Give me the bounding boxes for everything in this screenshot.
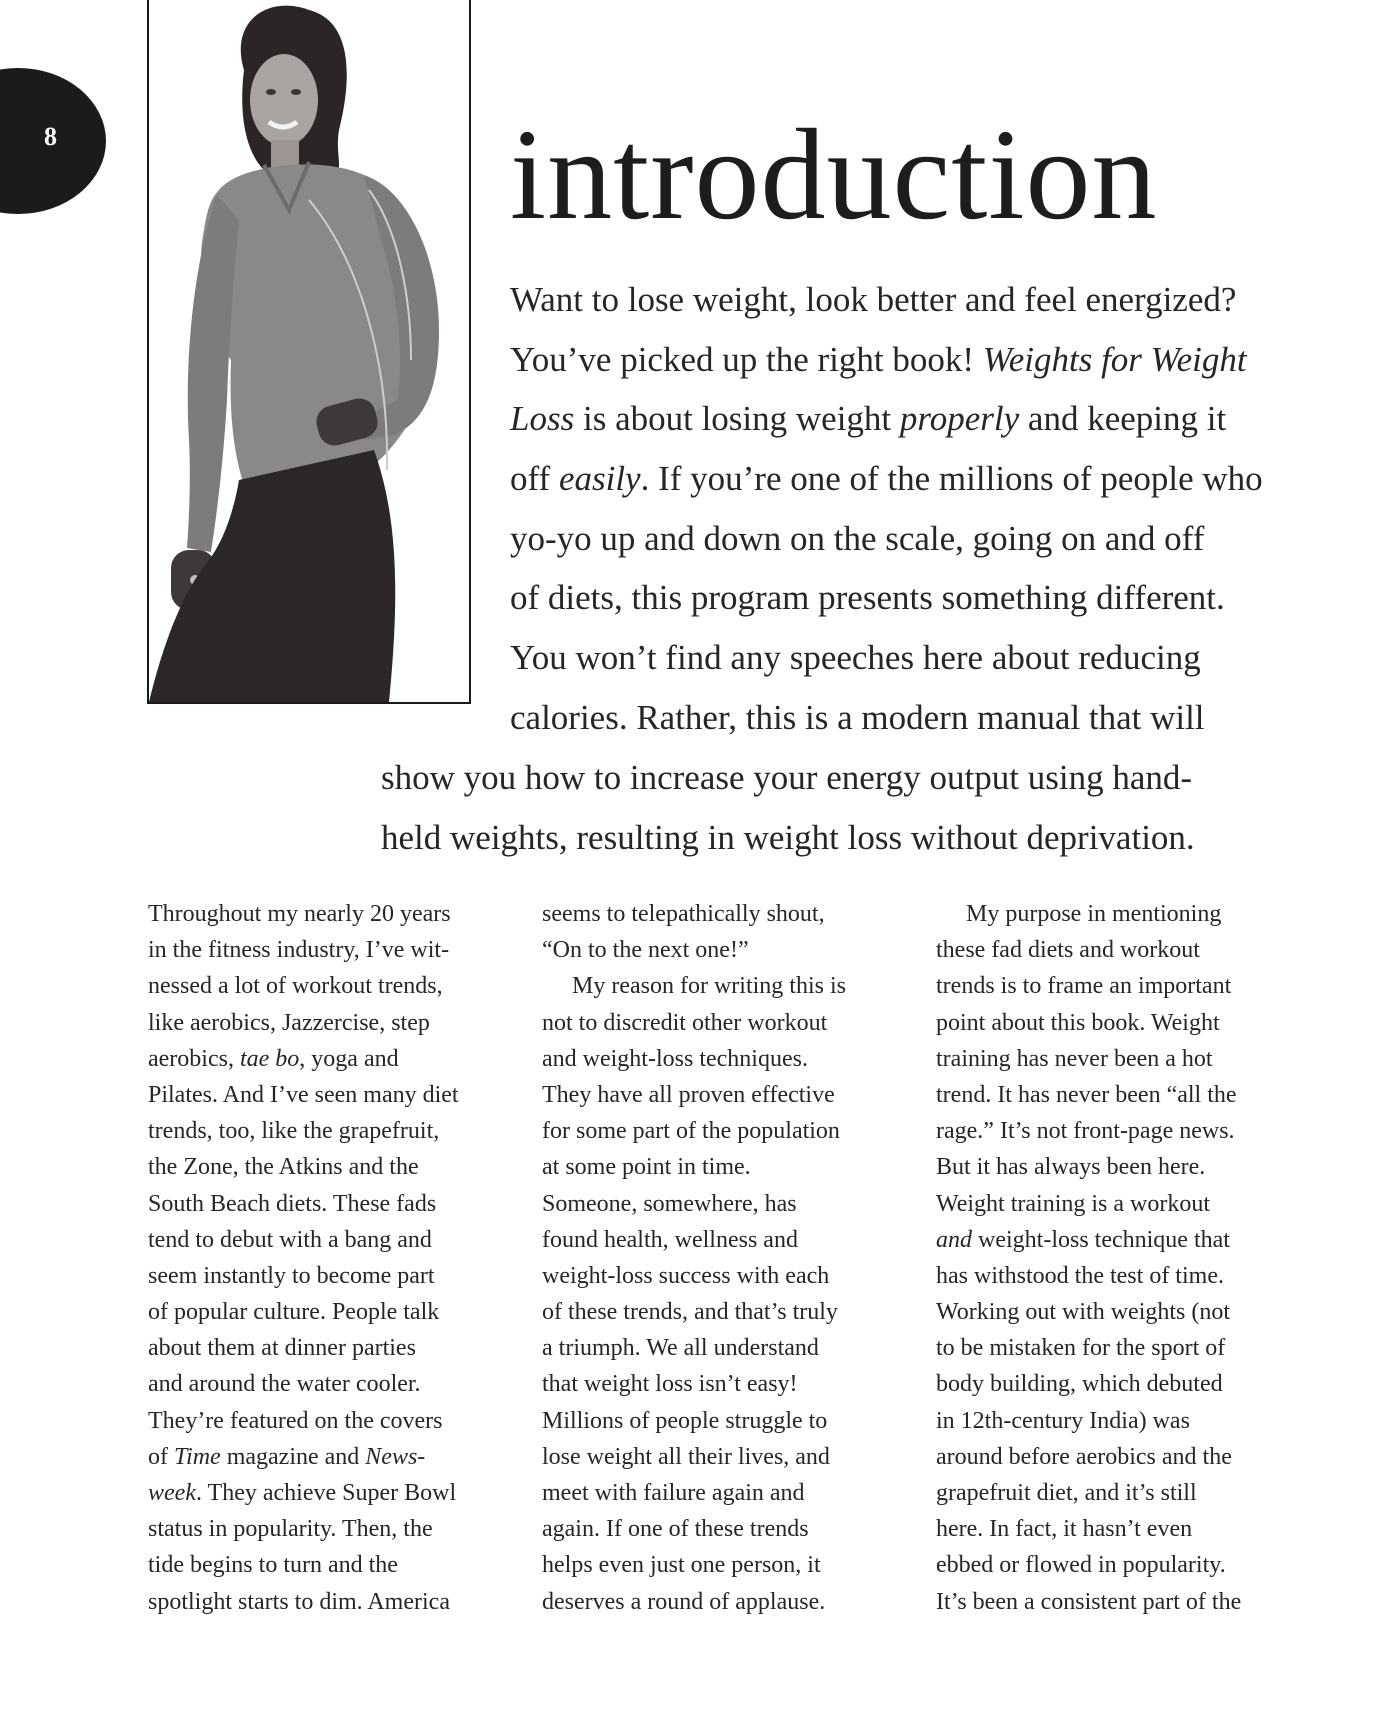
text-run: of diets, this program presents something different. — [510, 578, 1225, 618]
body-text-line — [936, 1439, 1296, 1475]
intro-line — [510, 449, 1263, 509]
text-run: body building, which debuted — [936, 1371, 1223, 1398]
text-run: trend. It has never been “all the — [936, 1081, 1237, 1108]
body-text-line — [542, 1294, 902, 1330]
body-text-line — [148, 1077, 508, 1113]
body-column-3 — [936, 896, 1296, 1620]
body-text-line — [542, 1186, 902, 1222]
body-text-line — [936, 1186, 1296, 1222]
text-run: off — [510, 459, 559, 499]
body-text-line — [936, 896, 1296, 932]
text-run: You’ve picked up the right book! — [510, 339, 983, 379]
text-run: weight-loss success with each — [542, 1262, 830, 1289]
body-text-line — [936, 1403, 1296, 1439]
text-run: You won’t find any speeches here about reducing — [510, 638, 1201, 678]
text-run: to be mistaken for the sport of — [936, 1335, 1226, 1362]
text-run: these fad diets and workout — [936, 937, 1200, 964]
text-run: here. In fact, it hasn’t even — [936, 1516, 1193, 1543]
intro-line — [510, 330, 1263, 390]
text-run: status in popularity. Then, the — [148, 1516, 433, 1543]
body-text-line — [936, 1294, 1296, 1330]
text-run: and keeping it — [1019, 399, 1227, 439]
text-run: ebbed or flowed in popularity. — [936, 1552, 1226, 1579]
text-run: at some point in time. — [542, 1154, 751, 1181]
text-run: Want to lose weight, look better and feel energized? — [510, 280, 1237, 319]
italic-text: Weights for Weight — [982, 339, 1247, 379]
page-number: 8 — [44, 122, 57, 151]
intro-paragraph-top — [510, 270, 1263, 748]
text-run: Someone, somewhere, has — [542, 1190, 797, 1217]
intro-line — [510, 509, 1263, 569]
intro-line — [510, 389, 1263, 449]
italic-text: News- — [365, 1443, 426, 1470]
body-text-line — [148, 1439, 508, 1475]
text-run: , yoga and — [299, 1045, 399, 1072]
text-run: helps even just one person, it — [542, 1552, 821, 1579]
text-run: of — [148, 1443, 174, 1470]
text-run: found health, wellness and — [542, 1226, 798, 1253]
text-run: the Zone, the Atkins and the — [148, 1154, 419, 1181]
body-text-line — [148, 1330, 508, 1366]
body-text-line — [148, 1186, 508, 1222]
text-run: lose weight all their lives, and — [542, 1443, 830, 1470]
body-text-line — [148, 1258, 508, 1294]
body-text-line — [148, 932, 508, 968]
italic-text: easily — [558, 459, 641, 499]
text-run: But it has always been here. — [936, 1154, 1206, 1181]
body-text-line — [936, 1077, 1296, 1113]
body-text-line — [148, 1294, 508, 1330]
body-text-line — [148, 1366, 508, 1402]
body-text-line — [542, 1403, 902, 1439]
body-text-line — [148, 1005, 508, 1041]
body-text-line — [936, 1584, 1296, 1620]
text-run: nessed a lot of workout trends, — [148, 973, 443, 1000]
body-text-line — [148, 1475, 508, 1511]
body-text-line — [542, 932, 902, 968]
text-run: of popular culture. People talk — [148, 1299, 440, 1326]
text-run: Pilates. And I’ve seen many diet — [148, 1081, 459, 1108]
page-title: introduction — [510, 103, 1158, 247]
text-run: They’re featured on the covers — [148, 1407, 443, 1434]
text-run: not to discredit other workout — [542, 1009, 828, 1036]
intro-line — [510, 568, 1263, 628]
intro-line — [381, 808, 1195, 868]
body-text-line — [936, 1366, 1296, 1402]
body-text-line — [936, 968, 1296, 1004]
text-run: spotlight starts to dim. America — [148, 1588, 450, 1615]
text-run: again. If one of these trends — [542, 1516, 809, 1543]
text-run: has withstood the test of time. — [936, 1262, 1224, 1289]
body-text-line — [936, 1330, 1296, 1366]
text-run: grapefruit diet, and it’s still — [936, 1480, 1197, 1506]
intro-paragraph-bottom — [381, 748, 1195, 867]
text-run: seem instantly to become part — [148, 1262, 435, 1289]
text-run: and weight-loss techniques. — [542, 1045, 808, 1072]
body-text-line — [542, 1077, 902, 1113]
text-run: They have all proven effective — [542, 1081, 835, 1108]
text-run: held weights, resulting in weight loss without deprivation. — [381, 817, 1195, 857]
text-run: Millions of people struggle to — [542, 1407, 828, 1434]
body-text-line — [148, 1222, 508, 1258]
body-column-1 — [148, 896, 508, 1620]
text-run: seems to telepathically shout, — [542, 901, 825, 927]
body-text-line — [148, 968, 508, 1004]
text-run: South Beach diets. These fads — [148, 1190, 437, 1217]
text-run: calories. Rather, this is a modern manual that will — [510, 697, 1205, 737]
body-text-line — [936, 1041, 1296, 1077]
text-run: of these trends, and that’s truly — [542, 1299, 838, 1326]
body-text-line — [148, 1041, 508, 1077]
body-text-line — [148, 1511, 508, 1547]
body-text-line — [542, 1258, 902, 1294]
italic-text: and — [936, 1226, 972, 1253]
text-run: rage.” It’s not front-page news. — [936, 1118, 1235, 1145]
body-text-line — [542, 1475, 902, 1511]
text-run: training has never been a hot — [936, 1045, 1213, 1072]
body-text-line — [542, 1149, 902, 1185]
text-run: My reason for writing this is — [572, 973, 846, 1000]
body-text-line — [148, 1403, 508, 1439]
body-text-line — [936, 1149, 1296, 1185]
text-run: a triumph. We all understand — [542, 1335, 819, 1362]
text-run: tend to debut with a bang and — [148, 1226, 432, 1253]
text-run: meet with failure again and — [542, 1480, 805, 1506]
italic-text: week — [148, 1480, 196, 1506]
body-text-line — [542, 1330, 902, 1366]
body-text-line — [542, 968, 902, 1004]
text-run: like aerobics, Jazzercise, step — [148, 1009, 430, 1036]
text-run: that weight loss isn’t easy! — [542, 1371, 798, 1398]
body-text-line — [936, 1005, 1296, 1041]
text-run: My purpose in mentioning — [966, 901, 1222, 927]
body-text-line — [542, 1222, 902, 1258]
text-run: tide begins to turn and the — [148, 1552, 398, 1579]
body-text-line — [542, 896, 902, 932]
intro-line — [381, 748, 1195, 808]
text-run: It’s been a consistent part of the — [936, 1588, 1242, 1615]
woman-with-dumbbells-photo — [147, 0, 471, 704]
body-text-line — [148, 896, 508, 932]
text-run: trends is to frame an important — [936, 973, 1232, 1000]
body-text-line — [936, 1475, 1296, 1511]
body-text-line — [936, 1113, 1296, 1149]
intro-line — [510, 270, 1263, 330]
body-text-line — [542, 1547, 902, 1583]
body-text-line — [148, 1547, 508, 1583]
body-text-line — [542, 1584, 902, 1620]
text-run: Throughout my nearly 20 years — [148, 901, 451, 927]
text-run: is about losing weight — [574, 399, 900, 439]
text-run: and around the water cooler. — [148, 1371, 421, 1398]
italic-text: Loss — [510, 399, 575, 439]
intro-line — [510, 628, 1263, 688]
intro-line — [510, 688, 1263, 748]
italic-text: properly — [899, 399, 1020, 439]
text-run: Working out with weights (not — [936, 1299, 1231, 1326]
body-column-2 — [542, 896, 902, 1620]
text-run: around before aerobics and the — [936, 1443, 1232, 1470]
text-run: Weight training is a workout — [936, 1190, 1211, 1217]
body-text-line — [936, 1511, 1296, 1547]
italic-text: tae bo — [239, 1045, 300, 1072]
body-text-line — [936, 932, 1296, 968]
text-run: magazine and — [220, 1443, 366, 1470]
italic-text: Time — [174, 1443, 221, 1470]
text-run: yo-yo up and down on the scale, going on and off — [510, 518, 1205, 558]
text-run: . They achieve Super Bowl — [195, 1480, 457, 1506]
text-run: weight-loss technique that — [972, 1226, 1230, 1253]
body-text-line — [148, 1113, 508, 1149]
text-run: in 12th-century India) was — [936, 1407, 1190, 1434]
text-run: about them at dinner parties — [148, 1335, 416, 1362]
text-run: trends, too, like the grapefruit, — [148, 1118, 440, 1145]
body-text-line — [542, 1113, 902, 1149]
text-run: “On to the next one!” — [542, 937, 749, 964]
body-text-line — [542, 1511, 902, 1547]
body-text-line — [542, 1439, 902, 1475]
body-text-line — [542, 1005, 902, 1041]
body-text-line — [148, 1149, 508, 1185]
body-text-line — [148, 1584, 508, 1620]
text-run: deserves a round of applause. — [542, 1588, 826, 1615]
text-run: in the fitness industry, I’ve wit- — [148, 937, 450, 964]
text-run: . If you’re one of the millions of people who — [640, 459, 1263, 499]
text-run: show you how to increase your energy output using hand- — [381, 758, 1193, 797]
body-text-line — [542, 1041, 902, 1077]
body-text-line — [936, 1258, 1296, 1294]
text-run: aerobics, — [148, 1045, 240, 1072]
body-text-line — [936, 1222, 1296, 1258]
body-text-line — [542, 1366, 902, 1402]
body-text-line — [936, 1547, 1296, 1583]
text-run: for some part of the population — [542, 1118, 840, 1145]
text-run: point about this book. Weight — [936, 1009, 1220, 1036]
